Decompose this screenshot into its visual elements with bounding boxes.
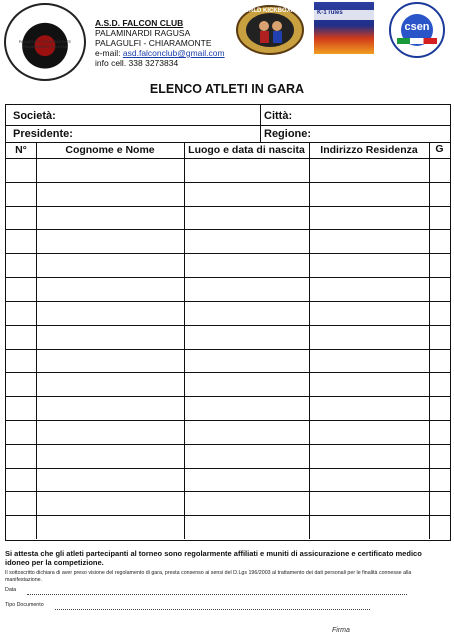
logo3-text: K-1 rules	[317, 10, 343, 16]
table-row[interactable]	[6, 206, 450, 230]
logo4-text: csen	[404, 21, 430, 33]
table-row[interactable]	[6, 372, 450, 396]
club-name: A.S.D. FALCON CLUB	[95, 18, 184, 28]
privacy-text	[5, 570, 445, 613]
data-line[interactable]	[27, 594, 407, 595]
table-row[interactable]	[6, 301, 450, 325]
societa-label: Società:	[13, 110, 56, 122]
col-header-name: Cognome e Nome	[65, 144, 155, 156]
k1-rules-logo	[314, 2, 374, 54]
table-row[interactable]	[6, 396, 450, 420]
table-row[interactable]	[6, 229, 450, 253]
table-row[interactable]	[6, 277, 450, 301]
regione-label: Regione:	[264, 128, 312, 140]
club-phone: info cell. 338 3273834	[95, 58, 179, 68]
table-row[interactable]	[6, 444, 450, 468]
attestation-text: Si attesta che gli atleti partecipanti al torneo sono regolarmente affiliati e muniti di assicurazione e certificato medico idoneo per la competizione.	[5, 549, 422, 567]
email-label: e-mail:	[95, 48, 121, 58]
table-row[interactable]	[6, 158, 450, 182]
doc-type-label: Tipo Documento	[5, 602, 44, 608]
logo2-text: WORLD KICKBOXING	[238, 8, 302, 14]
athletes-form	[5, 104, 451, 541]
col-header-address: Indirizzo Residenza	[320, 144, 418, 156]
firma-label: Firma	[332, 627, 350, 634]
table-row[interactable]	[6, 349, 450, 373]
citta-label: Città:	[264, 110, 293, 122]
doc-line[interactable]	[55, 609, 370, 610]
presidente-label: Presidente:	[13, 128, 73, 140]
table-row[interactable]	[6, 325, 450, 349]
club-venue: PALAMINARDI RAGUSA	[95, 28, 191, 38]
world-kickboxing-logo	[234, 2, 306, 56]
csen-logo	[389, 2, 445, 58]
email-link[interactable]: asd.falconclub@gmail.com	[122, 48, 225, 58]
club-logo-text: PALAGULFI CHIARAMONTE PALAMINARDI RAGUSA	[18, 39, 72, 49]
page-title: ELENCO ATLETI IN GARA	[149, 82, 305, 96]
table-row[interactable]	[6, 182, 450, 206]
table-row[interactable]	[6, 515, 450, 539]
col-header-number: N°	[15, 144, 27, 156]
table-row[interactable]	[6, 468, 450, 492]
club-email-row	[95, 48, 240, 58]
col-header-g: G	[435, 143, 444, 155]
data-label: Data	[5, 587, 17, 593]
table-row[interactable]	[6, 253, 450, 277]
table-row[interactable]	[6, 491, 450, 515]
col-header-birth: Luogo e data di nascita	[188, 144, 305, 156]
club-logo	[4, 3, 86, 81]
club-info	[95, 18, 240, 68]
table-row[interactable]	[6, 420, 450, 444]
privacy-paragraph: Il sottoscritto dichiara di aver preso visione del regolamento di gara, presta consenso ai sensi del D.Lgs 196/2003 al trattamento dei dati personali per le finalità connesse alla manifestazione.	[5, 570, 412, 583]
club-gym: PALAGULFI - CHIARAMONTE	[95, 38, 212, 48]
